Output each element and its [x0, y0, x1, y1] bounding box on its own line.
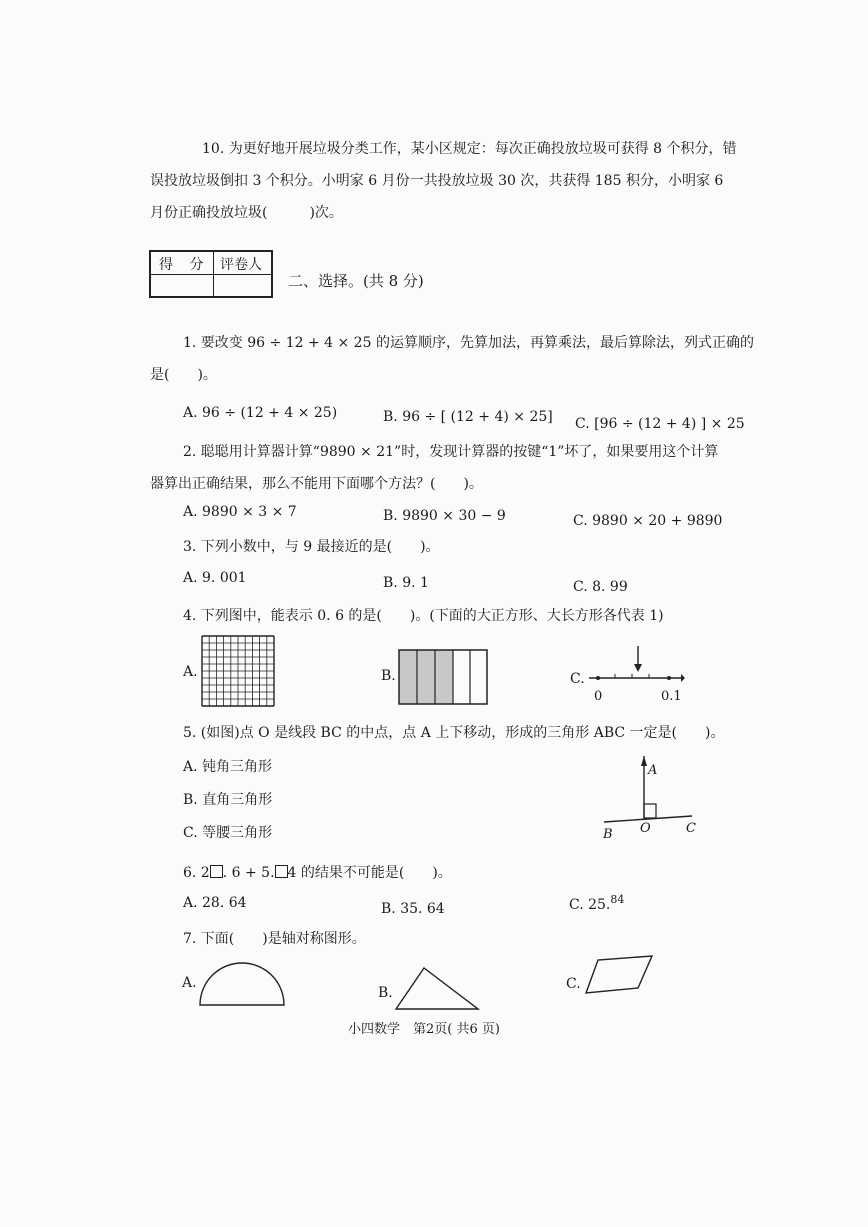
q2-option-c: C. 9890 × 20 + 9890 — [573, 513, 723, 529]
parallelogram-figure — [582, 952, 654, 996]
q5-option-c: C. 等腰三角形 — [183, 825, 273, 841]
q7-line1: 7. 下面( )是轴对称图形。 — [183, 931, 366, 947]
q3-line1: 3. 下列小数中，与 9 最接近的是( )。 — [183, 539, 440, 555]
q1-option-a: A. 96 ÷ (12 + 4 × 25) — [183, 405, 338, 421]
q4-option-c-label: C. — [570, 671, 585, 687]
q3-option-a: A. 9. 001 — [183, 570, 247, 586]
q5-option-b: B. 直角三角形 — [183, 792, 273, 808]
striped-rectangle-figure — [397, 648, 489, 706]
score-header: 得 分 — [159, 257, 210, 273]
number-line-figure — [585, 644, 685, 686]
q5-line1: 5. (如图)点 O 是线段 BC 的中点，点 A 上下移动，形成的三角形 ABC 一定是( )。 — [183, 725, 725, 741]
section-title: 二、选择。(共 8 分) — [288, 272, 424, 290]
q10-line1: 10. 为更好地开展垃圾分类工作，某小区规定：每次正确投放垃圾可获得 8 个积分，错 — [202, 141, 737, 157]
table-divider — [151, 274, 271, 275]
q2-line2: 器算出正确结果，那么不能用下面哪个方法？( )。 — [150, 476, 483, 492]
semicircle-figure — [197, 960, 287, 1008]
q4-line1: 4. 下列图中，能表示 0. 6 的是( )。(下面的大正方形、大长方形各代表 1) — [183, 608, 664, 624]
q6-text-part1: 6. 2 — [183, 865, 210, 881]
q6-option-c-sup: 84 — [610, 893, 625, 906]
triangle-figure — [394, 966, 480, 1012]
score-table — [149, 250, 273, 298]
q2-option-b: B. 9890 × 30 − 9 — [383, 508, 506, 524]
q7-option-a-label: A. — [182, 975, 197, 991]
grid-square-figure — [200, 634, 276, 708]
point-a-label: A — [648, 763, 658, 778]
q3-option-c: C. 8. 99 — [573, 579, 628, 595]
point-o-label: O — [640, 821, 651, 836]
q10-line2: 误投放垃圾倒扣 3 个积分。小明家 6 月份一共投放垃圾 30 次，共获得 185 积分，小明家 6 — [150, 173, 724, 189]
q2-option-a: A. 9890 × 3 × 7 — [183, 504, 297, 520]
q6-option-a: A. 28. 64 — [183, 895, 247, 911]
q10-line3: 月份正确投放垃圾( )次。 — [150, 205, 343, 221]
q6-text-part2: . 6 + 5. — [222, 865, 275, 881]
q4-option-b-label: B. — [381, 668, 396, 684]
q2-line1: 2. 聪聪用计算器计算“9890 × 21”时，发现计算器的按键“1”坏了，如果要用这个计算 — [183, 444, 719, 460]
q4-option-a-label: A. — [183, 664, 198, 680]
blank-box-icon — [210, 865, 223, 878]
q6-option-c-main: C. 25. — [569, 897, 611, 913]
q1-option-c: C. [96 ÷ (12 + 4) ] × 25 — [575, 416, 745, 432]
page-footer: 小四数学 第2页( 共6 页) — [348, 1022, 500, 1037]
q6-option-c — [569, 893, 625, 915]
q5-option-a: A. 钝角三角形 — [183, 759, 273, 775]
blank-box-icon — [275, 865, 288, 878]
q3-option-b: B. 9. 1 — [383, 575, 429, 591]
q1-line2: 是( )。 — [150, 367, 217, 383]
q1-line1: 1. 要改变 96 ÷ 12 + 4 × 25 的运算顺序，先算加法，再算乘法，最后算除法，列式正确的 — [183, 335, 754, 351]
point-c-label: C — [686, 821, 696, 836]
number-line-zero-label: 0 — [594, 689, 603, 704]
point-b-label: B — [603, 827, 613, 842]
q6-option-b: B. 35. 64 — [381, 901, 445, 917]
q1-option-b: B. 96 ÷ [ (12 + 4) × 25] — [383, 409, 553, 425]
q7-option-b-label: B. — [378, 985, 393, 1001]
number-line-end-label: 0.1 — [661, 689, 682, 704]
q7-option-c-label: C. — [566, 976, 581, 992]
q6-text-part3: 4 的结果不可能是( )。 — [287, 865, 452, 881]
q6-line1 — [183, 864, 452, 882]
grader-header: 评卷人 — [220, 257, 262, 273]
